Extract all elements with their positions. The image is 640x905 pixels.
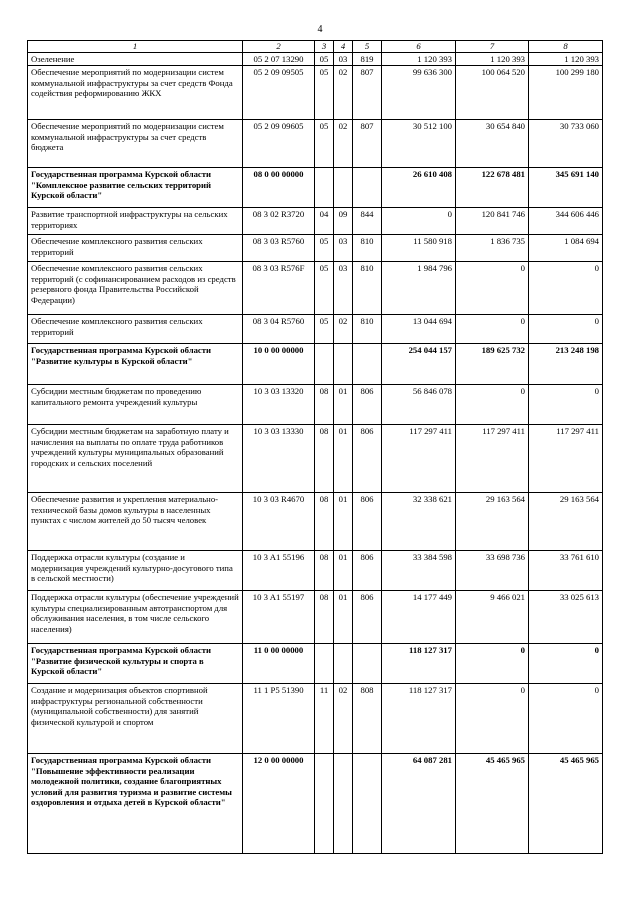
row-expense-type: 806 [353,425,382,493]
row-section: 05 [315,120,334,168]
column-header-5: 5 [353,41,382,53]
row-value-col8: 0 [529,684,603,754]
row-name: Субсидии местным бюджетам на заработную плату и начисления на выплаты по оплате труда работников учреждений культуры муниципальных образований городских и сельских поселений [28,425,243,493]
row-value-col8: 213 248 198 [529,344,603,385]
table-row [28,684,603,754]
row-section: 05 [315,53,334,66]
row-code: 11 0 00 00000 [243,644,315,684]
row-value-col6: 118 127 317 [382,684,456,754]
row-value-col6: 33 384 598 [382,551,456,591]
row-value-col7: 0 [456,644,529,684]
row-value-col6: 56 846 078 [382,385,456,425]
row-value-col6: 30 512 100 [382,120,456,168]
row-subsection: 03 [334,235,353,262]
row-value-col6: 26 610 408 [382,168,456,208]
row-name: Обеспечение мероприятий по модернизации систем коммунальной инфраструктуры за счет средств бюджета [28,120,243,168]
row-section [315,754,334,854]
row-subsection: 09 [334,208,353,235]
row-subsection: 02 [334,315,353,344]
row-value-col7: 29 163 564 [456,493,529,551]
row-section: 11 [315,684,334,754]
row-section: 05 [315,262,334,315]
table-row [28,591,603,644]
row-subsection [334,754,353,854]
row-expense-type: 806 [353,591,382,644]
table-header-row [28,41,603,53]
row-code: 10 3 A1 55197 [243,591,315,644]
row-section: 05 [315,235,334,262]
row-subsection: 03 [334,53,353,66]
row-value-col8: 33 025 613 [529,591,603,644]
row-value-col7: 33 698 736 [456,551,529,591]
row-code: 10 0 00 00000 [243,344,315,385]
row-value-col8: 0 [529,262,603,315]
row-code: 05 2 07 13290 [243,53,315,66]
row-code: 10 3 03 13330 [243,425,315,493]
row-subsection: 01 [334,425,353,493]
row-expense-type: 806 [353,385,382,425]
row-expense-type [353,168,382,208]
budget-table [27,40,603,854]
table-row [28,66,603,120]
table-row [28,493,603,551]
row-value-col6: 13 044 694 [382,315,456,344]
row-code: 05 2 09 09605 [243,120,315,168]
row-section: 05 [315,66,334,120]
row-expense-type: 810 [353,235,382,262]
row-expense-type: 807 [353,66,382,120]
table-row [28,551,603,591]
row-code: 12 0 00 00000 [243,754,315,854]
column-header-4: 4 [334,41,353,53]
row-value-col6: 32 338 621 [382,493,456,551]
row-subsection: 02 [334,66,353,120]
row-code: 10 3 A1 55196 [243,551,315,591]
row-value-col6: 0 [382,208,456,235]
table-row [28,208,603,235]
row-value-col8: 30 733 060 [529,120,603,168]
row-value-col8: 0 [529,644,603,684]
row-name: Обеспечение комплексного развития сельских территорий (с софинансированием расходов из средств резервного фонда Правительства Российской Федерации) [28,262,243,315]
row-subsection [334,344,353,385]
row-value-col7: 0 [456,315,529,344]
row-name: Создание и модернизация объектов спортивной инфраструктуры региональной собственности (муниципальной собственности) для занятий физической культурой и спортом [28,684,243,754]
row-code: 05 2 09 09505 [243,66,315,120]
column-header-2: 2 [243,41,315,53]
row-code: 08 0 00 00000 [243,168,315,208]
row-name: Обеспечение развития и укрепления материально-технической базы домов культуры в населенных пунктах с числом жителей до 50 тысяч человек [28,493,243,551]
row-value-col6: 14 177 449 [382,591,456,644]
row-expense-type: 807 [353,120,382,168]
row-value-col8: 117 297 411 [529,425,603,493]
row-value-col8: 1 084 694 [529,235,603,262]
row-section: 08 [315,425,334,493]
row-section [315,344,334,385]
row-value-col7: 9 466 021 [456,591,529,644]
row-value-col6: 99 636 300 [382,66,456,120]
row-value-col7: 1 836 735 [456,235,529,262]
row-code: 08 3 04 R5760 [243,315,315,344]
row-code: 08 3 03 R5760 [243,235,315,262]
row-expense-type: 808 [353,684,382,754]
row-section: 05 [315,315,334,344]
row-value-col6: 1 984 796 [382,262,456,315]
row-code: 11 1 P5 51390 [243,684,315,754]
row-value-col6: 254 044 157 [382,344,456,385]
table-row [28,120,603,168]
column-header-7: 7 [456,41,529,53]
table-row [28,262,603,315]
row-value-col7: 100 064 520 [456,66,529,120]
table-row [28,644,603,684]
row-name: Поддержка отрасли культуры (обеспечение учреждений культуры специализированным автотранспортом для обслуживания населения, в том числе сельского населения) [28,591,243,644]
row-expense-type: 806 [353,493,382,551]
table-row [28,235,603,262]
column-header-3: 3 [315,41,334,53]
row-subsection [334,644,353,684]
row-code: 08 3 02 R3720 [243,208,315,235]
row-value-col7: 122 678 481 [456,168,529,208]
row-value-col7: 45 465 965 [456,754,529,854]
row-name: Обеспечение комплексного развития сельских территорий [28,235,243,262]
row-section: 08 [315,385,334,425]
row-name: Государственная программа Курской области "Развитие физической культуры и спорта в Курской области" [28,644,243,684]
row-name: Государственная программа Курской области "Повышение эффективности реализации молодежной политики, создание благоприятных условий для развития туризма и развитие системы оздоровления и отдыха детей в Курской области" [28,754,243,854]
row-expense-type [353,644,382,684]
row-expense-type: 844 [353,208,382,235]
row-value-col7: 0 [456,385,529,425]
row-section: 08 [315,591,334,644]
row-value-col8: 33 761 610 [529,551,603,591]
row-section: 08 [315,551,334,591]
row-value-col8: 100 299 180 [529,66,603,120]
table-row [28,53,603,66]
row-value-col8: 344 606 446 [529,208,603,235]
row-value-col8: 29 163 564 [529,493,603,551]
row-code: 10 3 03 R4670 [243,493,315,551]
row-name: Государственная программа Курской области "Развитие культуры в Курской области" [28,344,243,385]
row-code: 10 3 03 13320 [243,385,315,425]
row-value-col7: 30 654 840 [456,120,529,168]
row-value-col8: 345 691 140 [529,168,603,208]
row-section [315,168,334,208]
row-expense-type [353,754,382,854]
table-row [28,168,603,208]
row-expense-type: 806 [353,551,382,591]
row-expense-type: 810 [353,262,382,315]
row-subsection: 01 [334,493,353,551]
row-name: Обеспечение комплексного развития сельских территорий [28,315,243,344]
column-header-8: 8 [529,41,603,53]
row-value-col8: 0 [529,315,603,344]
row-name: Поддержка отрасли культуры (создание и модернизация учреждений культурно-досугового типа в сельской местности) [28,551,243,591]
row-value-col7: 120 841 746 [456,208,529,235]
row-subsection: 01 [334,591,353,644]
table-row [28,315,603,344]
row-expense-type: 819 [353,53,382,66]
row-section [315,644,334,684]
row-subsection: 01 [334,385,353,425]
row-subsection: 01 [334,551,353,591]
row-value-col7: 0 [456,684,529,754]
row-subsection: 02 [334,684,353,754]
row-name: Обеспечение мероприятий по модернизации систем коммунальной инфраструктуры за счет средств Фонда содействия реформированию ЖКХ [28,66,243,120]
row-section: 08 [315,493,334,551]
row-value-col8: 45 465 965 [529,754,603,854]
table-row [28,754,603,854]
row-expense-type: 810 [353,315,382,344]
row-name: Развитие транспортной инфраструктуры на сельских территориях [28,208,243,235]
row-value-col6: 118 127 317 [382,644,456,684]
row-name: Озеленение [28,53,243,66]
row-expense-type [353,344,382,385]
row-value-col6: 117 297 411 [382,425,456,493]
row-subsection: 02 [334,120,353,168]
row-value-col7: 1 120 393 [456,53,529,66]
row-subsection [334,168,353,208]
page-number: 4 [317,24,323,35]
row-value-col6: 64 087 281 [382,754,456,854]
table-row [28,425,603,493]
row-section: 04 [315,208,334,235]
row-subsection: 03 [334,262,353,315]
row-value-col7: 117 297 411 [456,425,529,493]
row-name: Субсидии местным бюджетам по проведению капитального ремонта учреждений культуры [28,385,243,425]
column-header-6: 6 [382,41,456,53]
row-value-col8: 1 120 393 [529,53,603,66]
row-value-col6: 1 120 393 [382,53,456,66]
row-value-col7: 0 [456,262,529,315]
row-name: Государственная программа Курской области "Комплексное развитие сельских территорий Курской области" [28,168,243,208]
column-header-1: 1 [28,41,243,53]
row-value-col8: 0 [529,385,603,425]
row-code: 08 3 03 R576F [243,262,315,315]
table-row [28,344,603,385]
row-value-col6: 11 580 918 [382,235,456,262]
row-value-col7: 189 625 732 [456,344,529,385]
table-row [28,385,603,425]
